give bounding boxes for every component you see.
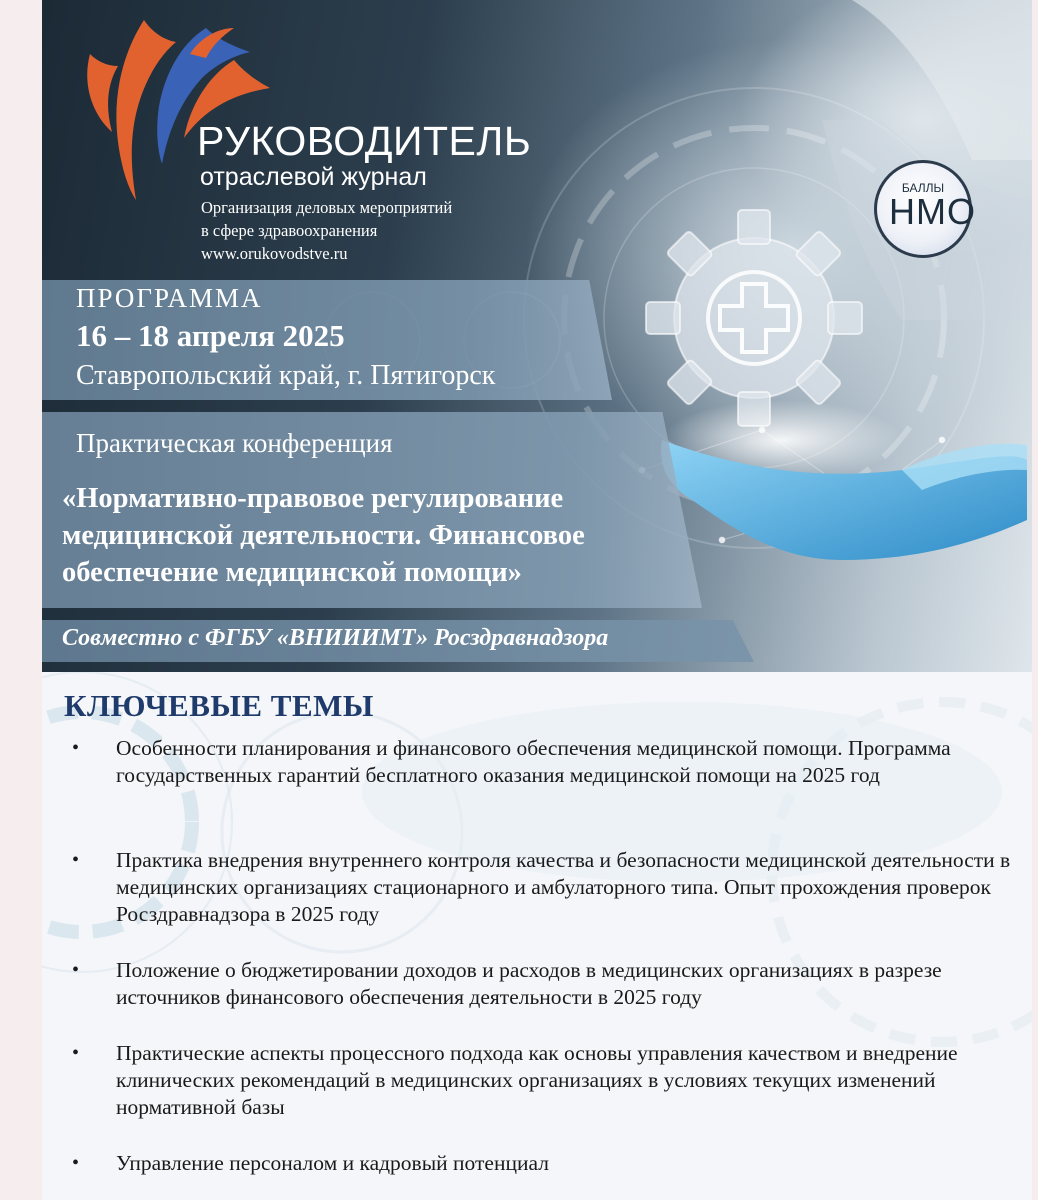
bullet-icon: • — [72, 849, 80, 871]
partner-line: Совместно с ФГБУ «ВНИИИМТ» Росздравнадзора — [62, 625, 609, 651]
bullet-icon: • — [72, 959, 80, 981]
bullet-icon: • — [72, 737, 80, 759]
key-themes-heading: КЛЮЧЕВЫЕ ТЕМЫ — [64, 688, 374, 723]
program-label: ПРОГРАММА — [76, 283, 263, 313]
program-place: Ставропольский край, г. Пятигорск — [76, 360, 496, 391]
brand-subtitle: отраслевой журнал — [200, 163, 427, 191]
badge-small-text: БАЛЛЫ — [901, 181, 945, 195]
brand-tagline-2: в сфере здравоохранения — [201, 221, 378, 240]
theme-text: Управление персоналом и кадровый потенциал — [116, 1151, 549, 1175]
theme-text: Положение о бюджетировании доходов и расходов в медицинских организациях в разрезе источников финансового обеспечения деятельности в 2025 году — [116, 958, 942, 1009]
brand-title: РУКОВОДИТЕЛЬ — [197, 118, 532, 164]
theme-text: Практические аспекты процессного подхода как основы управления качеством и внедрение клинических рекомендаций в медицинских организациях в условиях текущих изменений нормативной базы — [116, 1041, 958, 1119]
program-dates: 16 – 18 апреля 2025 — [76, 318, 345, 353]
brand-tagline-1: Организация деловых мероприятий — [201, 198, 453, 217]
theme-text: Практика внедрения внутреннего контроля качества и безопасности медицинской деятельности в медицинских организациях стационарного и амбулаторного типа. Опыт прохождения проверок Росздравнадзора в 2025 году — [116, 848, 1011, 926]
nmo-points-badge — [874, 160, 976, 258]
badge-big-text: НМО — [889, 191, 976, 232]
brand-website: www.orukovodstve.ru — [201, 244, 348, 263]
conference-flyer — [42, 0, 1032, 1200]
bullet-icon: • — [72, 1152, 80, 1174]
theme-text: Особенности планирования и финансового обеспечения медицинской помощи. Программа государственных гарантий бесплатного оказания медицинской помощи на 2025 год — [116, 736, 951, 787]
conference-type: Практическая конференция — [76, 428, 393, 458]
conference-title: «Нормативно-правовое регулирование медицинской деятельности. Финансовое обеспечение медицинской помощи» — [62, 483, 585, 588]
header-banner — [42, 0, 1032, 672]
bullet-icon: • — [72, 1042, 80, 1064]
